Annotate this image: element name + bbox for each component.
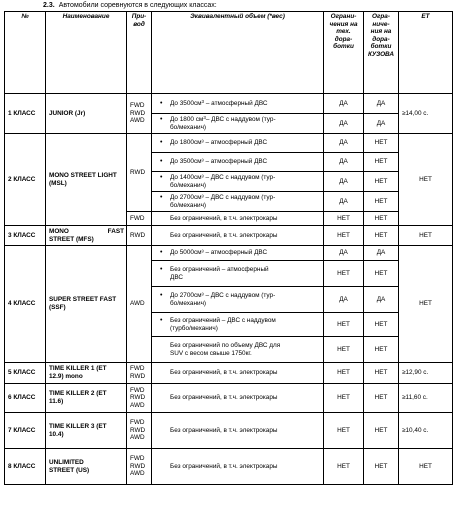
class-5-name: TIME KILLER 1 (ET 12.9) mono [46, 363, 127, 384]
class-2-tech-4: ДА [324, 192, 364, 212]
class-3-drive: RWD [127, 226, 152, 246]
class-7-volume: Без ограничений, в т.ч. электрокары [152, 413, 324, 449]
class-2-volume-3: • До 1400см³ – ДВС с наддувом (тур- бо/механич) [152, 172, 324, 192]
class-4-tech-3: ДА [324, 287, 364, 313]
class-6-et: ≥11,60 с. [399, 384, 453, 413]
class-6-body: НЕТ [364, 384, 399, 413]
table-row [5, 363, 453, 384]
table-row [5, 384, 453, 413]
class-8-tech: НЕТ [324, 449, 364, 485]
header-tech: Ограни- чения на тех. дора- ботки [324, 12, 364, 94]
class-6-volume: Без ограничений, в т.ч. электрокары [152, 384, 324, 413]
class-8-drive: FWD RWD AWD [127, 449, 152, 485]
class-8-body: НЕТ [364, 449, 399, 485]
class-8-volume: Без ограничений, в т.ч. электрокары [152, 449, 324, 485]
class-3-label: 3 КЛАСС [5, 226, 46, 246]
class-5-body: НЕТ [364, 363, 399, 384]
class-4-volume-2: • Без ограничений – атмосферный ДВС [152, 261, 324, 287]
class-4-label: 4 КЛАСС [5, 246, 46, 363]
class-3-tech: НЕТ [324, 226, 364, 246]
class-5-tech: НЕТ [324, 363, 364, 384]
class-5-volume: Без ограничений, в т.ч. электрокары [152, 363, 324, 384]
class-2-volume-5: Без ограничений, в т.ч. электрокары [152, 212, 324, 226]
class-4-et: НЕТ [399, 246, 453, 363]
header-name: Наименование [46, 12, 127, 94]
table-row [5, 449, 453, 485]
class-4-volume-3: • До 2700см³ – ДВС с наддувом (тур- бо/механич) [152, 287, 324, 313]
class-1-drive: FWD RWD AWD [127, 94, 152, 134]
class-7-name: TIME KILLER 3 (ET 10.4) [46, 413, 127, 449]
class-2-tech-3: ДА [324, 172, 364, 192]
class-8-label: 8 КЛАСС [5, 449, 46, 485]
class-3-et: НЕТ [399, 226, 453, 246]
class-2-tech-1: ДА [324, 134, 364, 153]
class-1-volume-2: • До 1800 $см^3-$ ДВС с наддувом (тур- бо/механич) [152, 114, 324, 134]
class-1-body-2: ДА [364, 114, 399, 134]
class-2-label: 2 КЛАСС [5, 134, 46, 226]
class-4-body-3: ДА [364, 287, 399, 313]
class-4-body-5: НЕТ [364, 337, 399, 363]
class-6-drive: FWD RWD AWD [127, 384, 152, 413]
class-4-name: SUPER STREET FAST (SSF) [46, 246, 127, 363]
class-4-volume-1: • До 5000см³ – атмосферный ДВС [152, 246, 324, 261]
class-6-tech: НЕТ [324, 384, 364, 413]
class-2-body-2: НЕТ [364, 153, 399, 172]
class-6-name: TIME KILLER 2 (ET 11.6) [46, 384, 127, 413]
class-7-body: НЕТ [364, 413, 399, 449]
header-et: ET [399, 12, 453, 94]
class-3-name: MONO FAST STREET (MFS) [46, 226, 127, 246]
section-number: 2.3. [43, 2, 55, 9]
class-1-tech-1: ДА [324, 94, 364, 114]
header-body: Огра- ниче- ния на дора- ботки КУЗОВА [364, 12, 399, 94]
class-4-volume-4: • Без ограничений – ДВС с наддувом (турбо/механич) [152, 313, 324, 337]
class-2-drive-2: FWD [127, 212, 152, 226]
class-2-name: MONO STREET LIGHT (MSL) [46, 134, 127, 226]
class-2-body-4: НЕТ [364, 192, 399, 212]
class-4-body-4: НЕТ [364, 313, 399, 337]
header-volume: Эквивалентный объем (*вес) [152, 12, 324, 94]
class-4-tech-1: ДА [324, 246, 364, 261]
class-4-tech-2: НЕТ [324, 261, 364, 287]
class-1-tech-2: ДА [324, 114, 364, 134]
class-8-name: UNLIMITED STREET (US) [46, 449, 127, 485]
class-2-drive: RWD [127, 134, 152, 212]
class-4-volume-5: Без ограничений по объему ДВС для SUV с весом свыше 1750кг. [152, 337, 324, 363]
class-2-volume-2: • До 3500см³ – атмосферный ДВС [152, 153, 324, 172]
header-num: № [5, 12, 46, 94]
section-text: Автомобили соревнуются в следующих классах: [58, 2, 217, 9]
table-row [5, 94, 453, 114]
class-2-tech-2: ДА [324, 153, 364, 172]
class-2-body-1: НЕТ [364, 134, 399, 153]
class-3-volume: Без ограничений, в т.ч. электрокары [152, 226, 324, 246]
class-1-name: JUNIOR (Jr) [46, 94, 127, 134]
class-1-body-1: ДА [364, 94, 399, 114]
section-heading [43, 1, 217, 10]
table-row [5, 134, 453, 153]
class-1-et: ≥14,00 с. [399, 94, 453, 134]
class-2-tech-5: НЕТ [324, 212, 364, 226]
class-4-tech-5: НЕТ [324, 337, 364, 363]
class-7-tech: НЕТ [324, 413, 364, 449]
class-7-drive: FWD RWD AWD [127, 413, 152, 449]
table-row [5, 226, 453, 246]
class-2-et: НЕТ [399, 134, 453, 226]
class-7-et: ≥10,40 с. [399, 413, 453, 449]
class-6-label: 6 КЛАСС [5, 384, 46, 413]
class-2-body-3: НЕТ [364, 172, 399, 192]
table-row [5, 246, 453, 261]
header-row [5, 12, 453, 94]
class-4-body-1: ДА [364, 246, 399, 261]
class-2-body-5: НЕТ [364, 212, 399, 226]
class-1-volume-1: • До $3500см^3$ – атмосферный ДВС [152, 94, 324, 114]
classes-table [4, 11, 453, 485]
class-7-label: 7 КЛАСС [5, 413, 46, 449]
class-3-body: НЕТ [364, 226, 399, 246]
class-2-volume-4: • До 2700см³ – ДВС с наддувом (тур- бо/механич) [152, 192, 324, 212]
class-4-body-2: НЕТ [364, 261, 399, 287]
class-5-et: ≥12,90 с. [399, 363, 453, 384]
header-drive: При- вод [127, 12, 152, 94]
class-2-volume-1: • До 1800см³ – атмосферный ДВС [152, 134, 324, 153]
class-1-label: 1 КЛАСС [5, 94, 46, 134]
class-4-drive: AWD [127, 246, 152, 363]
class-5-label: 5 КЛАСС [5, 363, 46, 384]
class-5-drive: FWD RWD [127, 363, 152, 384]
table-row [5, 413, 453, 449]
class-8-et: НЕТ [399, 449, 453, 485]
class-4-tech-4: НЕТ [324, 313, 364, 337]
